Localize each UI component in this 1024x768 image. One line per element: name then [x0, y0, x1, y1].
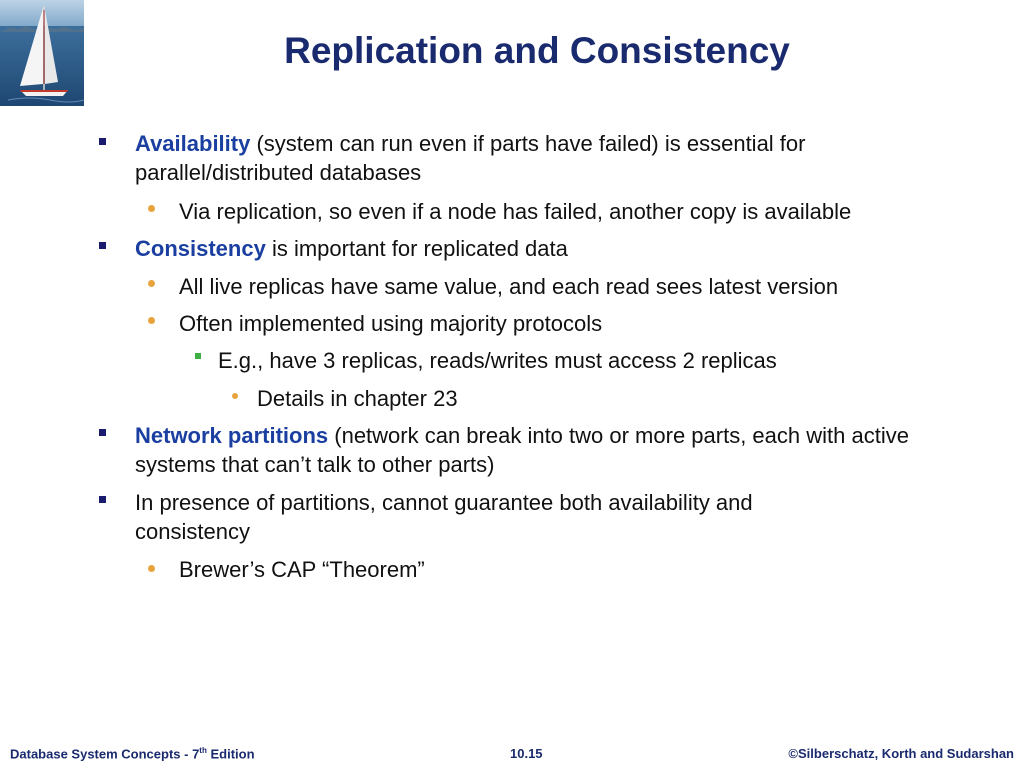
list-item [257, 384, 957, 413]
list-item [218, 346, 998, 375]
item-text: (network can break into two or more parts, each with active systems that can’t talk to other parts) [135, 423, 909, 477]
list-item [135, 421, 935, 479]
item-text: E.g., have 3 replicas, reads/writes must access 2 replicas [218, 348, 777, 373]
footer-copyright: ©Silberschatz, Korth and Sudarshan [788, 746, 1014, 761]
dot-bullet-icon [148, 205, 155, 212]
item-text: All live replicas have same value, and each read sees latest version [179, 274, 839, 299]
item-text: Details in chapter 23 [257, 386, 458, 411]
keyword: Availability [135, 131, 251, 156]
footer-page-number: 10.15 [510, 746, 543, 761]
footer-edition [10, 746, 255, 761]
list-item [179, 309, 979, 338]
footer-edition-text: Database System Concepts - 7 [10, 746, 200, 762]
item-text: Often implemented using majority protocols [179, 311, 603, 336]
item-text: (system can run even if parts have failed) is essential for parallel/distributed databases [135, 131, 806, 185]
square-bullet-icon [99, 429, 106, 436]
list-item [179, 197, 979, 226]
list-item [179, 555, 879, 584]
list-item [135, 234, 935, 263]
square-bullet-icon [99, 496, 106, 503]
keyword: Network partitions [135, 423, 329, 448]
footer-edition-suffix: Edition [206, 746, 255, 762]
footer-edition-sup: th [199, 746, 207, 755]
keyword: Consistency [135, 236, 266, 261]
item-text: In presence of partitions, cannot guarantee both availability and consistency [135, 490, 753, 544]
dot-bullet-icon [232, 393, 238, 399]
list-item [135, 488, 835, 546]
square-bullet-icon [99, 138, 106, 145]
dot-bullet-icon [148, 565, 155, 572]
square-bullet-icon [195, 353, 201, 359]
list-item [179, 272, 979, 301]
square-bullet-icon [99, 242, 106, 249]
item-text: is important for replicated data [265, 236, 568, 261]
slide-title: Replication and Consistency [284, 30, 790, 71]
dot-bullet-icon [148, 317, 155, 324]
item-text: Via replication, so even if a node has failed, another copy is available [179, 199, 852, 224]
item-text: Brewer’s CAP “Theorem” [179, 557, 425, 582]
list-item [135, 129, 935, 187]
dot-bullet-icon [148, 280, 155, 287]
